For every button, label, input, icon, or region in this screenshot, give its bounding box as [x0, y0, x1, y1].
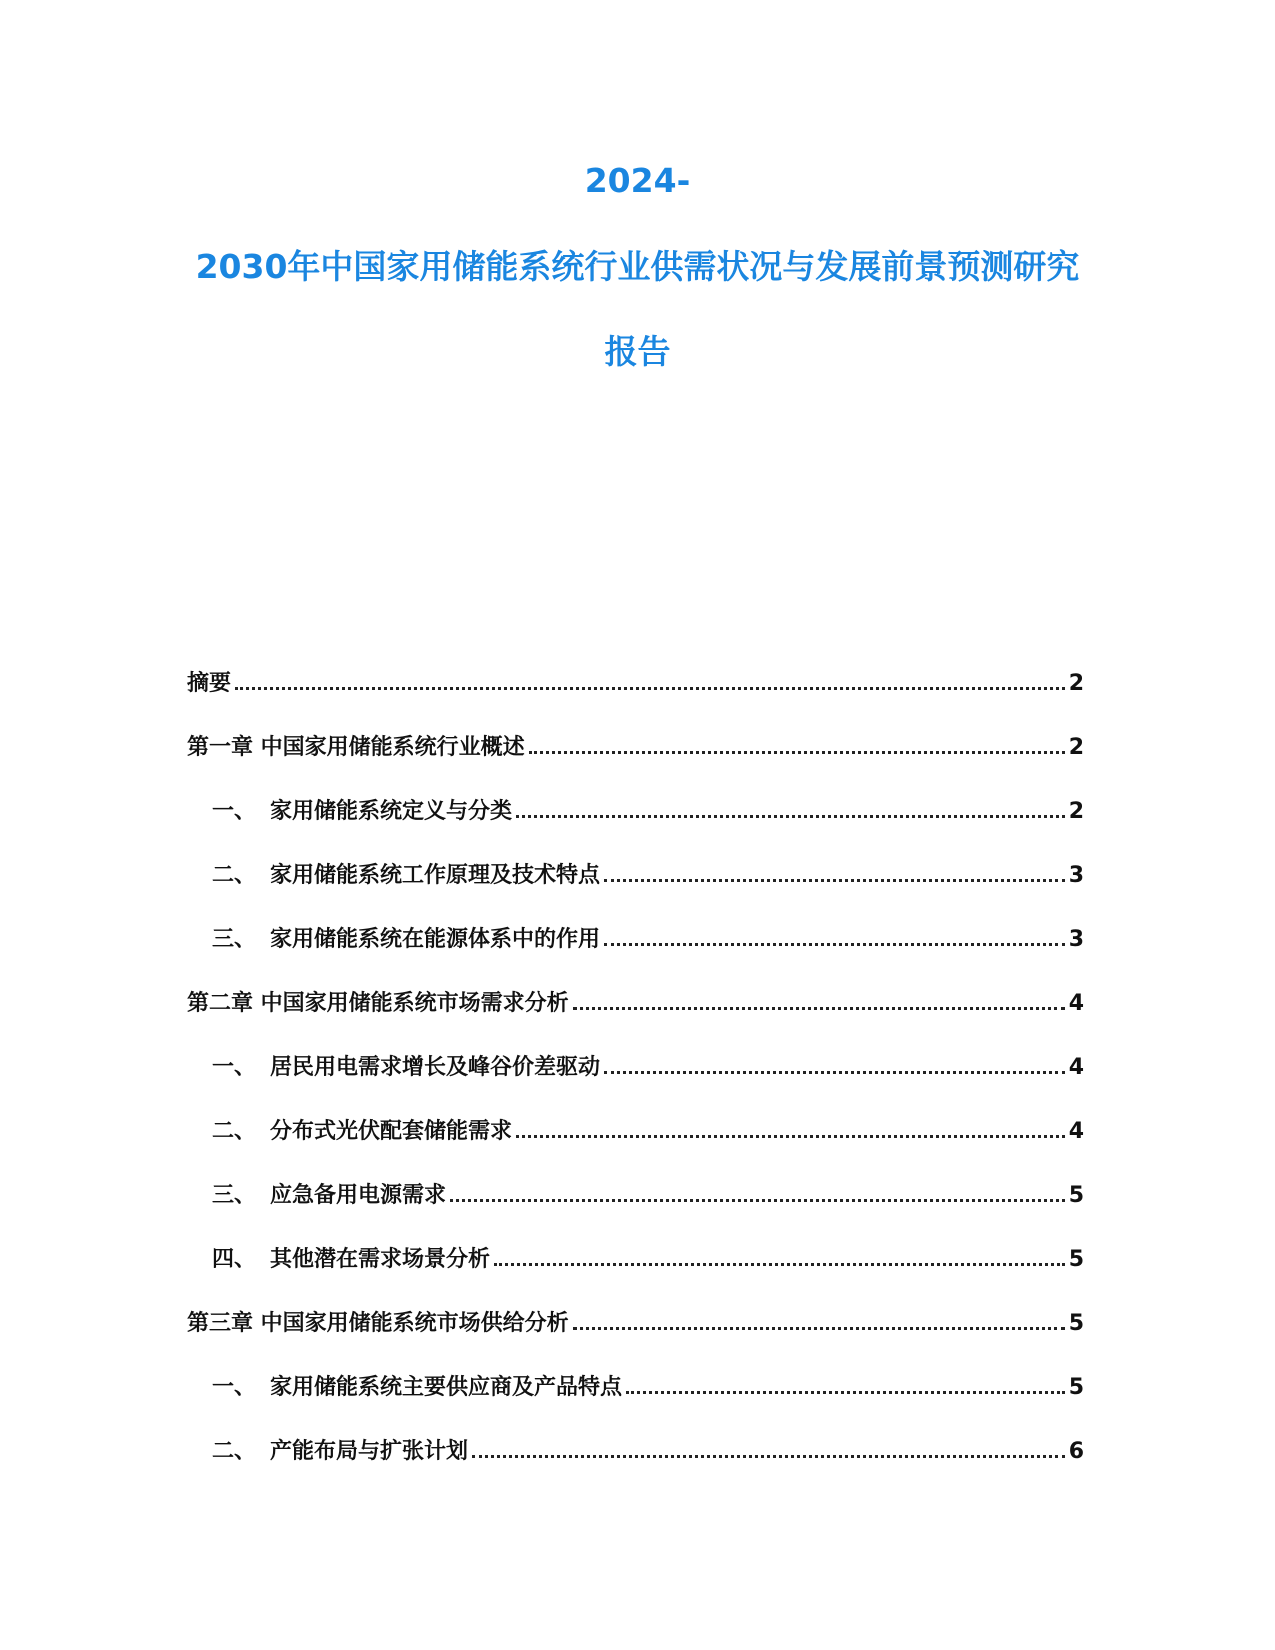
toc-entry-page-number: 2	[1068, 671, 1084, 696]
toc-entry-page-number: 2	[1068, 735, 1084, 760]
toc-entry-page-number: 6	[1068, 1439, 1084, 1464]
toc-dot-leader	[516, 1135, 1065, 1138]
toc-entry-page-number: 3	[1068, 863, 1084, 888]
toc-entry[interactable]	[187, 666, 1084, 730]
report-title-line-2: 2030年中国家用储能系统行业供需状况与发展前景预测研究	[195, 247, 1080, 286]
toc-entry-label: 家用储能系统定义与分类	[270, 799, 513, 824]
toc-entry-label: 第二章 中国家用储能系统市场需求分析	[187, 991, 569, 1016]
toc-entry-page-number: 5	[1068, 1311, 1084, 1336]
toc-entry-label: 家用储能系统主要供应商及产品特点	[270, 1375, 623, 1400]
toc-entry-page-number: 5	[1068, 1247, 1084, 1272]
toc-entry[interactable]	[187, 1434, 1084, 1498]
toc-dot-leader	[494, 1263, 1065, 1266]
toc-dot-leader	[604, 943, 1065, 946]
toc-entry-label: 产能布局与扩张计划	[270, 1439, 469, 1464]
toc-entry-page-number: 3	[1068, 927, 1084, 952]
toc-dot-leader	[573, 1007, 1065, 1010]
toc-entry-number: 一、	[212, 799, 257, 824]
toc-entry-number: 一、	[212, 1375, 257, 1400]
toc-entry[interactable]	[187, 922, 1084, 986]
toc-entry-label: 应急备用电源需求	[270, 1183, 447, 1208]
toc-entry-label: 家用储能系统在能源体系中的作用	[270, 927, 601, 952]
toc-entry-page-number: 2	[1068, 799, 1084, 824]
toc-dot-leader	[626, 1391, 1065, 1394]
toc-entry-number: 二、	[212, 1119, 257, 1144]
toc-entry-number: 三、	[212, 1183, 257, 1208]
report-title-line-1: 2024-	[584, 161, 691, 200]
toc-entry-page-number: 5	[1068, 1375, 1084, 1400]
table-of-contents	[187, 666, 1084, 1498]
toc-dot-leader	[529, 751, 1065, 754]
toc-entry-number: 四、	[212, 1247, 257, 1272]
toc-entry[interactable]	[187, 1178, 1084, 1242]
toc-entry-label: 其他潜在需求场景分析	[270, 1247, 491, 1272]
toc-entry[interactable]	[187, 794, 1084, 858]
report-title-line-3: 报告	[604, 332, 671, 371]
toc-entry[interactable]	[187, 858, 1084, 922]
toc-dot-leader	[472, 1455, 1065, 1458]
toc-entry[interactable]	[187, 1306, 1084, 1370]
toc-entry[interactable]	[187, 1114, 1084, 1178]
toc-entry-number: 三、	[212, 927, 257, 952]
toc-dot-leader	[604, 1071, 1065, 1074]
toc-dot-leader	[450, 1199, 1065, 1202]
toc-entry-page-number: 5	[1068, 1183, 1084, 1208]
toc-entry-number: 一、	[212, 1055, 257, 1080]
toc-entry-label: 摘要	[187, 671, 232, 696]
toc-entry-label: 第一章 中国家用储能系统行业概述	[187, 735, 525, 760]
toc-entry-label: 分布式光伏配套储能需求	[270, 1119, 513, 1144]
toc-entry[interactable]	[187, 1370, 1084, 1434]
toc-dot-leader	[516, 815, 1065, 818]
toc-entry-label: 居民用电需求增长及峰谷价差驱动	[270, 1055, 601, 1080]
toc-entry[interactable]	[187, 986, 1084, 1050]
toc-entry-label: 家用储能系统工作原理及技术特点	[270, 863, 601, 888]
toc-entry-page-number: 4	[1068, 1119, 1084, 1144]
toc-entry-label: 第三章 中国家用储能系统市场供给分析	[187, 1311, 569, 1336]
toc-dot-leader	[604, 879, 1065, 882]
toc-entry-page-number: 4	[1068, 991, 1084, 1016]
toc-entry-number: 二、	[212, 863, 257, 888]
toc-entry[interactable]	[187, 1050, 1084, 1114]
toc-entry[interactable]	[187, 730, 1084, 794]
toc-dot-leader	[235, 687, 1065, 690]
toc-entry-number: 二、	[212, 1439, 257, 1464]
toc-dot-leader	[573, 1327, 1065, 1330]
toc-entry-page-number: 4	[1068, 1055, 1084, 1080]
toc-entry[interactable]	[187, 1242, 1084, 1306]
